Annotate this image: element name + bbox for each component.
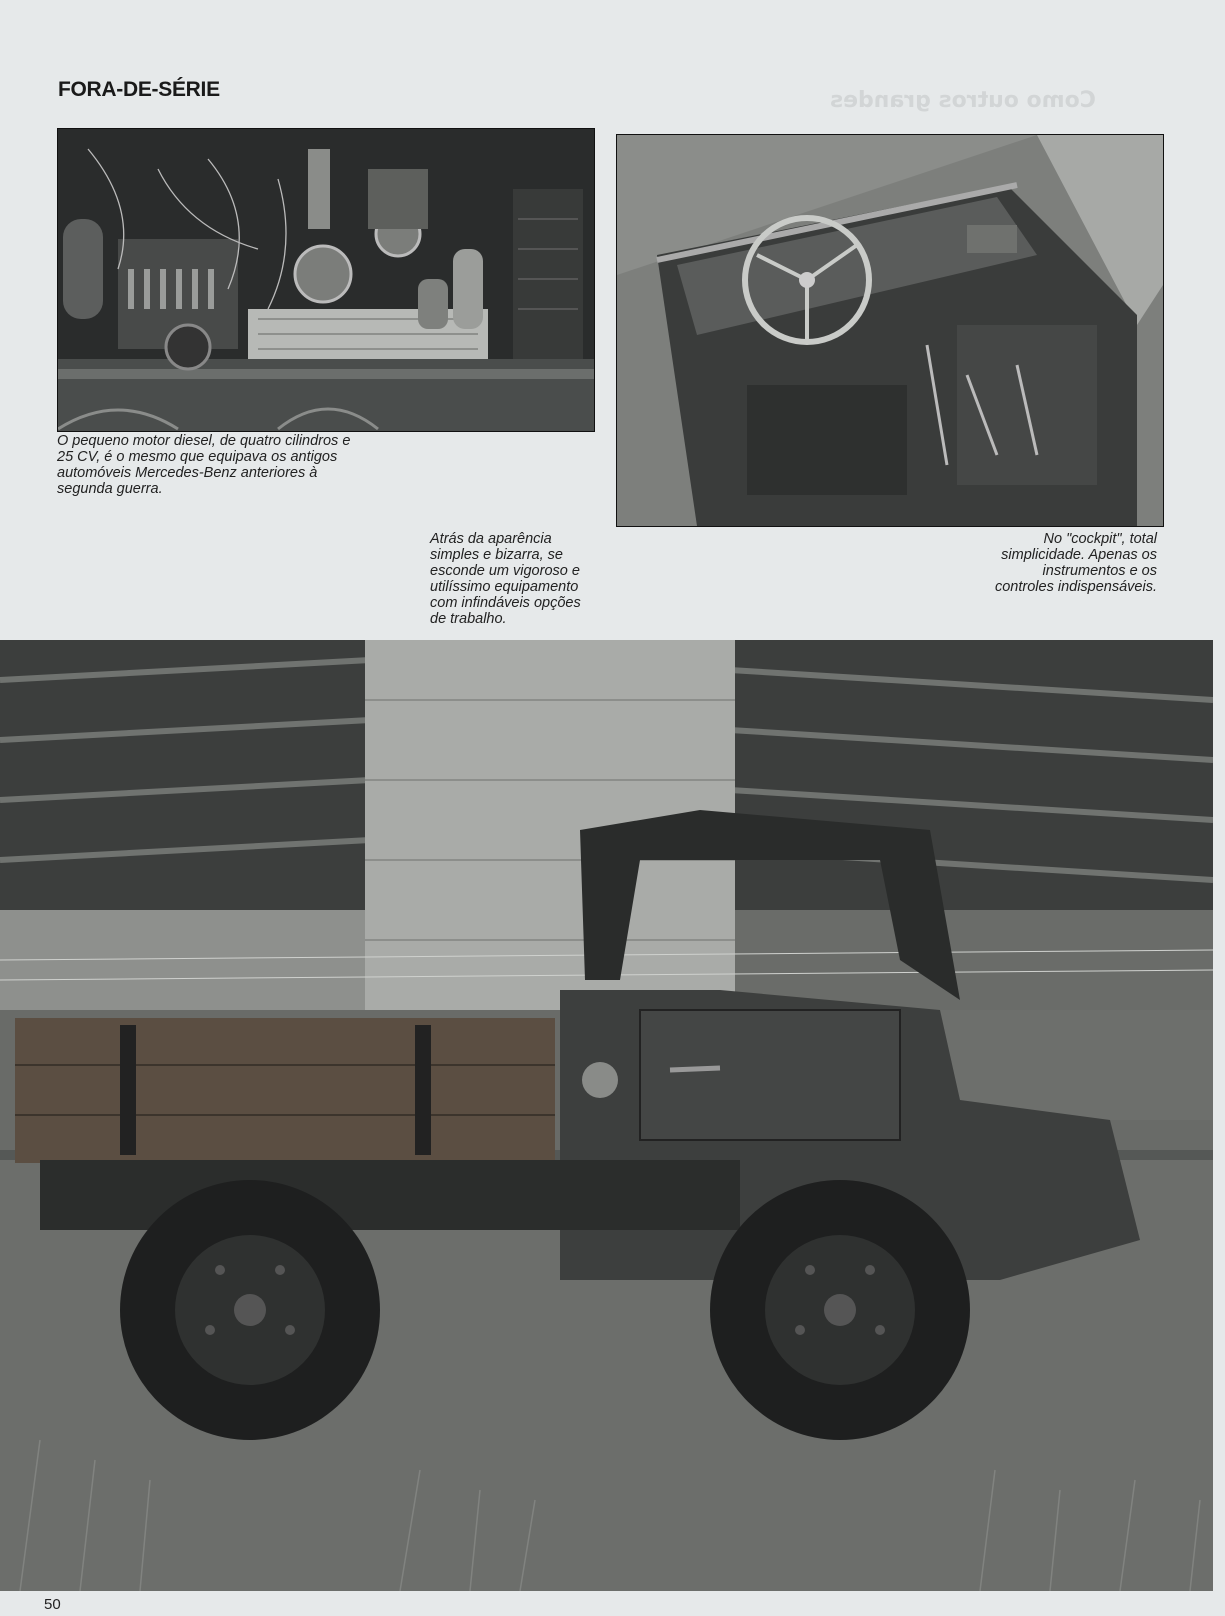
truck-caption: Atrás da aparência simples e bizarra, se esconde um vigoroso e utilíssimo equipamento com infindáveis opções de trabalho. [430,531,581,627]
cockpit-caption: No "cockpit", total simplicidade. Apenas os instrumentos e os controles indispensáveis. [994,531,1157,595]
page-number: 50 [44,1596,61,1613]
cockpit-photo [616,134,1164,527]
engine-caption: O pequeno motor diesel, de quatro cilindros e 25 CV, é o mesmo que equipava os antigos automóveis Mercedes-Benz anteriores à segunda guerra. [57,433,351,497]
section-title: FORA-DE-SÉRIE [58,78,220,101]
engine-photo [57,128,595,432]
truck-photo [0,640,1213,1591]
bleed-through-text: Como outros grandes [830,88,1096,113]
